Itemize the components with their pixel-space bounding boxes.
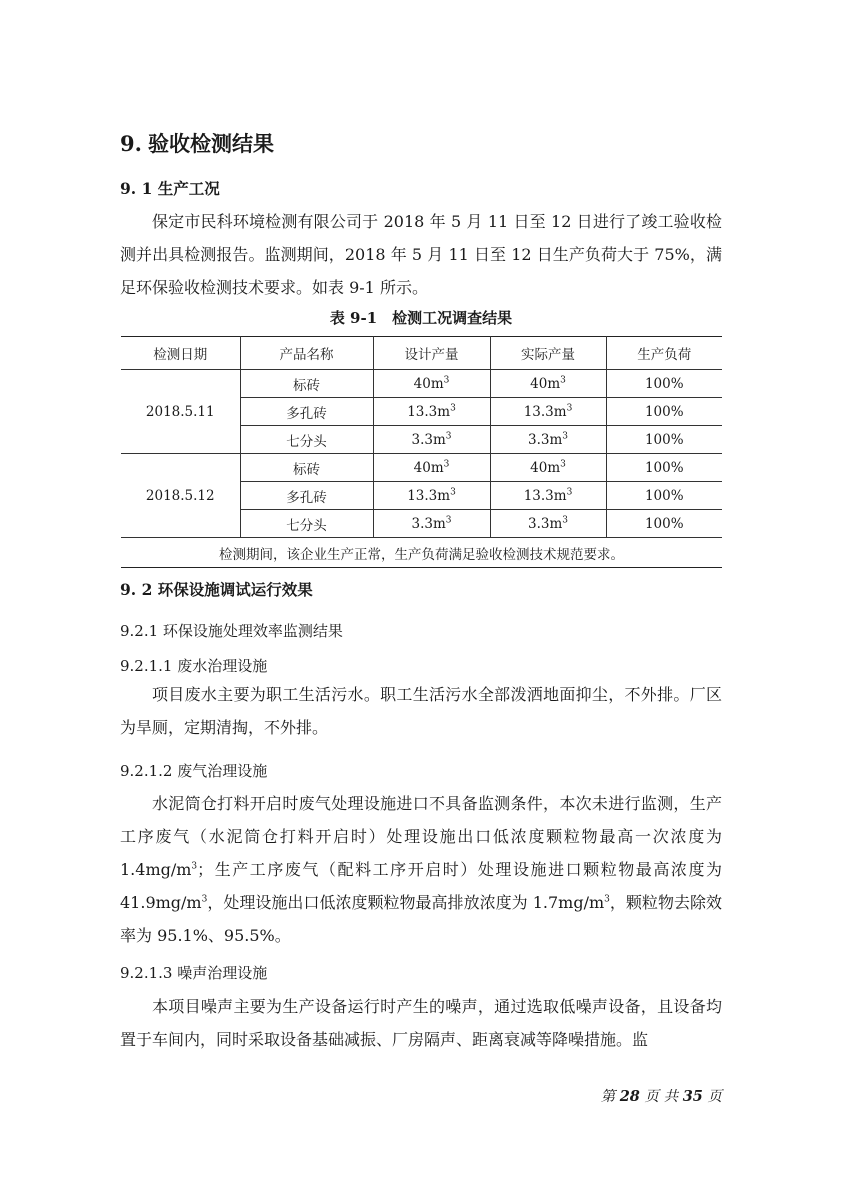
conditions-table: [121, 336, 722, 568]
date-cell: 2018.5.11: [121, 370, 240, 454]
paragraph-text: 本项目噪声主要为生产设备运行时产生的噪声，通过选取低噪声设备，且设备均置于车间内，同时采取设备基础减振、厂房隔声、距离衰减等降噪措施。监: [120, 997, 722, 1049]
heading-9-2-1-2: 9.2.1.2 废气治理设施: [120, 762, 268, 780]
actual-cell: $13.3m^3$: [490, 482, 606, 510]
paragraph-wastewater: [120, 678, 722, 744]
design-cell: $3.3m^3$: [373, 426, 490, 454]
current-page: 28: [619, 1088, 640, 1105]
heading-9-2-1: 9.2.1 环保设施处理效率监测结果: [120, 622, 343, 640]
actual-cell: $3.3m^3$: [490, 426, 606, 454]
paragraph-production-conditions: [120, 205, 722, 304]
design-cell: $40m^3$: [373, 454, 490, 482]
product-cell: 七分头: [240, 510, 373, 538]
load-cell: 100%: [606, 510, 722, 538]
total-pages: 35: [682, 1088, 703, 1105]
product-cell: 多孔砖: [240, 482, 373, 510]
table-note: 检测期间，该企业生产正常，生产负荷满足验收检测技术规范要求。: [121, 538, 722, 568]
load-cell: 100%: [606, 398, 722, 426]
page-number-footer: 第 28 页 共 35 页: [600, 1088, 722, 1105]
header-cell: 产品名称: [240, 337, 373, 370]
paragraph-text: 项目废水主要为职工生活污水。职工生活污水全部泼洒地面抑尘，不外排。厂区为旱厕，定期清掏，不外排。: [120, 685, 722, 737]
section-heading: [120, 128, 274, 158]
paragraph-noise: [120, 990, 722, 1056]
design-cell: $13.3m^3$: [373, 398, 490, 426]
table-caption: 表 9-1 检测工况调查结果: [329, 309, 513, 327]
load-cell: 100%: [606, 482, 722, 510]
design-cell: $40m^3$: [373, 370, 490, 398]
design-cell: $13.3m^3$: [373, 482, 490, 510]
table-header-row: [121, 337, 722, 370]
header-cell: 实际产量: [490, 337, 606, 370]
product-cell: 标砖: [240, 454, 373, 482]
paragraph-text: 水泥筒仓打料开启时废气处理设施进口不具备监测条件，本次未进行监测，生产工序废气（水泥筒仓打料开启时）处理设施出口低浓度颗粒物最高一次浓度为 $1.4mg/m^3$；生产工序废气（配料工序开启时）处理设施进口颗粒物最高浓度为 $41.9mg/m^3$，处理设施出口低浓度颗粒物最高排放浓度为 $1.7mg/m^3$，颗粒物去除效率为 95.1%、95.5%。: [120, 794, 722, 945]
heading-9-1: 9. 1 生产工况: [120, 179, 220, 198]
table-row: [121, 454, 722, 482]
actual-cell: $40m^3$: [490, 370, 606, 398]
load-cell: 100%: [606, 454, 722, 482]
load-cell: 100%: [606, 370, 722, 398]
heading-9-2: 9. 2 环保设施调试运行效果: [120, 580, 313, 599]
actual-cell: $40m^3$: [490, 454, 606, 482]
actual-cell: $13.3m^3$: [490, 398, 606, 426]
load-cell: 100%: [606, 426, 722, 454]
product-cell: 标砖: [240, 370, 373, 398]
header-cell: 检测日期: [121, 337, 240, 370]
product-cell: 七分头: [240, 426, 373, 454]
section-number: 9.: [120, 131, 142, 156]
header-cell: 生产负荷: [606, 337, 722, 370]
header-cell: 设计产量: [373, 337, 490, 370]
heading-9-2-1-1: 9.2.1.1 废水治理设施: [120, 657, 268, 675]
table-note-row: [121, 538, 722, 568]
table-row: [121, 370, 722, 398]
date-cell: 2018.5.12: [121, 454, 240, 538]
paragraph-exhaust-gas: [120, 787, 722, 952]
actual-cell: $3.3m^3$: [490, 510, 606, 538]
section-title: 验收检测结果: [148, 131, 274, 156]
product-cell: 多孔砖: [240, 398, 373, 426]
heading-9-2-1-3: 9.2.1.3 噪声治理设施: [120, 964, 268, 982]
design-cell: $3.3m^3$: [373, 510, 490, 538]
paragraph-text: 保定市民科环境检测有限公司于 2018 年 5 月 11 日至 12 日进行了竣工验收检测并出具检测报告。监测期间，2018 年 5 月 11 日至 12 日生产负荷大于 75%，满足环保验收检测技术要求。如表 9-1 所示。: [120, 212, 722, 297]
